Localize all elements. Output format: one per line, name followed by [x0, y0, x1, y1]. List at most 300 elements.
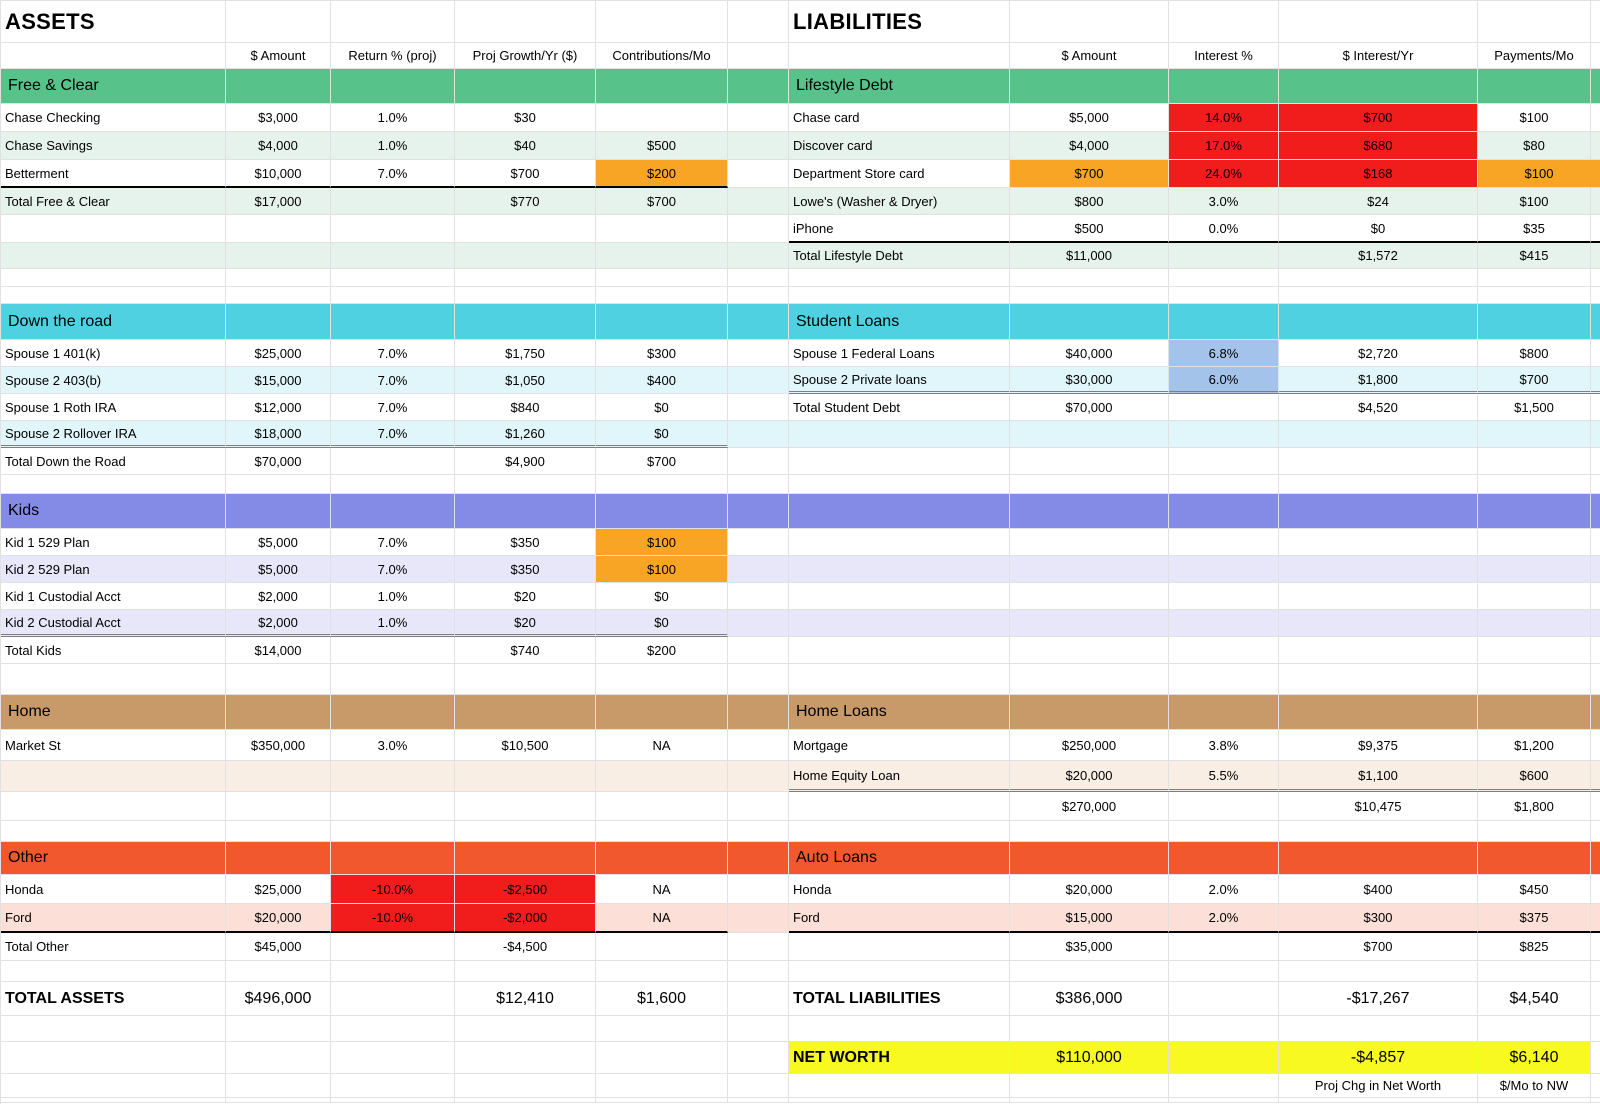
- total-assets-label[interactable]: TOTAL ASSETS: [1, 982, 226, 1016]
- cell-r11c3[interactable]: [331, 287, 455, 304]
- cell-r3c10[interactable]: [1279, 69, 1478, 104]
- cell-r26c2[interactable]: [226, 695, 331, 730]
- cell-800[interactable]: $800: [1478, 340, 1591, 367]
- cell-17-000[interactable]: $17,000: [226, 188, 331, 215]
- cell-r10c8[interactable]: [1010, 269, 1169, 287]
- cell-r19c8[interactable]: [1010, 494, 1169, 529]
- cell-r40c6[interactable]: [728, 1098, 789, 1103]
- total-auto-loans-amount[interactable]: $35,000: [1010, 933, 1169, 961]
- cell-10-475[interactable]: $10,475: [1279, 792, 1478, 821]
- cell-r3c2[interactable]: [226, 69, 331, 104]
- cell-r28c6[interactable]: [728, 761, 789, 792]
- cell-r9c3[interactable]: [331, 243, 455, 269]
- cell-r20c12[interactable]: [1591, 529, 1600, 556]
- cell-r37c5[interactable]: [596, 1016, 728, 1042]
- cell-20[interactable]: $20: [455, 610, 596, 637]
- proj-chg-in-net-worth-label[interactable]: Proj Chg in Net Worth: [1279, 1074, 1478, 1098]
- col-header-return-pct[interactable]: Return % (proj): [331, 43, 455, 69]
- cell-r39c7[interactable]: [789, 1074, 1010, 1098]
- cell-r40c1[interactable]: [1, 1098, 226, 1103]
- cell-r30c5[interactable]: [596, 821, 728, 842]
- cell-r12c12[interactable]: [1591, 304, 1600, 340]
- cell-r22c10[interactable]: [1279, 583, 1478, 610]
- cell-10-000[interactable]: $10,000: [226, 160, 331, 188]
- cell-r4c5[interactable]: [596, 104, 728, 132]
- cell-r20c7[interactable]: [789, 529, 1010, 556]
- cell-0[interactable]: $0: [596, 421, 728, 448]
- cell-ford[interactable]: Ford: [1, 904, 226, 933]
- total-lifestyle-debt[interactable]: Total Lifestyle Debt: [789, 243, 1010, 269]
- cell-r19c7[interactable]: [789, 494, 1010, 529]
- cell-700[interactable]: $700: [1478, 367, 1591, 394]
- cell-r16c9[interactable]: [1169, 421, 1279, 448]
- cell-r1c9[interactable]: [1169, 1, 1279, 43]
- cell-r31c3[interactable]: [331, 842, 455, 875]
- cell-r22c9[interactable]: [1169, 583, 1279, 610]
- cell-1-0[interactable]: 1.0%: [331, 610, 455, 637]
- cell-35[interactable]: $35: [1478, 215, 1591, 243]
- cell-r38c2[interactable]: [226, 1042, 331, 1074]
- cell-r3c12[interactable]: [1591, 69, 1600, 104]
- cell-r39c3[interactable]: [331, 1074, 455, 1098]
- section-lifestyle-debt[interactable]: Lifestyle Debt: [789, 69, 1010, 104]
- cell-r22c11[interactable]: [1478, 583, 1591, 610]
- cell-r18c1[interactable]: [1, 475, 226, 494]
- cell-iphone[interactable]: iPhone: [789, 215, 1010, 243]
- section-auto-loans[interactable]: Auto Loans: [789, 842, 1010, 875]
- cell-20-000[interactable]: $20,000: [1010, 875, 1169, 904]
- col-header-payments[interactable]: Payments/Mo: [1478, 43, 1591, 69]
- cell-r11c10[interactable]: [1279, 287, 1478, 304]
- cell-2-0[interactable]: 2.0%: [1169, 904, 1279, 933]
- cell-r1c2[interactable]: [226, 1, 331, 43]
- cell-r1c8[interactable]: [1010, 1, 1169, 43]
- cell-r23c6[interactable]: [728, 610, 789, 637]
- cell-80[interactable]: $80: [1478, 132, 1591, 160]
- cell-r18c8[interactable]: [1010, 475, 1169, 494]
- cell-r11c1[interactable]: [1, 287, 226, 304]
- cell-700[interactable]: $700: [1279, 104, 1478, 132]
- cell-350[interactable]: $350: [455, 529, 596, 556]
- total-liabilities-label[interactable]: TOTAL LIABILITIES: [789, 982, 1010, 1016]
- cell-700[interactable]: $700: [596, 448, 728, 475]
- cell-7-0[interactable]: 7.0%: [331, 340, 455, 367]
- cell-4-000[interactable]: $4,000: [226, 132, 331, 160]
- cell-r24c11[interactable]: [1478, 637, 1591, 664]
- net-worth-mo-to-nw[interactable]: $6,140: [1478, 1042, 1591, 1074]
- cell-r17c9[interactable]: [1169, 448, 1279, 475]
- cell-r35c12[interactable]: [1591, 961, 1600, 982]
- cell-375[interactable]: $375: [1478, 904, 1591, 933]
- cell-2-720[interactable]: $2,720: [1279, 340, 1478, 367]
- cell-r17c6[interactable]: [728, 448, 789, 475]
- cell-r34c7[interactable]: [789, 933, 1010, 961]
- cell-3-0[interactable]: 3.0%: [331, 730, 455, 761]
- cell-5-5[interactable]: 5.5%: [1169, 761, 1279, 792]
- cell-r30c11[interactable]: [1478, 821, 1591, 842]
- cell-r25c6[interactable]: [728, 664, 789, 695]
- total-kids[interactable]: Total Kids: [1, 637, 226, 664]
- cell-r30c10[interactable]: [1279, 821, 1478, 842]
- cell-r18c3[interactable]: [331, 475, 455, 494]
- cell-r12c5[interactable]: [596, 304, 728, 340]
- cell-1-260[interactable]: $1,260: [455, 421, 596, 448]
- cell-spouse-1-roth-ira[interactable]: Spouse 1 Roth IRA: [1, 394, 226, 421]
- cell-r20c6[interactable]: [728, 529, 789, 556]
- cell-r34c9[interactable]: [1169, 933, 1279, 961]
- cell-r31c10[interactable]: [1279, 842, 1478, 875]
- cell-r18c4[interactable]: [455, 475, 596, 494]
- cell-r1c11[interactable]: [1478, 1, 1591, 43]
- cell-kid-2-529-plan[interactable]: Kid 2 529 Plan: [1, 556, 226, 583]
- cell-r8c4[interactable]: [455, 215, 596, 243]
- cell-r2c1[interactable]: [1, 43, 226, 69]
- cell-r11c7[interactable]: [789, 287, 1010, 304]
- cell-r21c10[interactable]: [1279, 556, 1478, 583]
- cell-r37c2[interactable]: [226, 1016, 331, 1042]
- cell-r12c6[interactable]: [728, 304, 789, 340]
- cell-r40c3[interactable]: [331, 1098, 455, 1103]
- cell-11-000[interactable]: $11,000: [1010, 243, 1169, 269]
- cell-4-000[interactable]: $4,000: [1010, 132, 1169, 160]
- cell-1-0[interactable]: 1.0%: [331, 583, 455, 610]
- cell-5-000[interactable]: $5,000: [226, 556, 331, 583]
- cell-r38c12[interactable]: [1591, 1042, 1600, 1074]
- cell-r30c1[interactable]: [1, 821, 226, 842]
- cell-r11c8[interactable]: [1010, 287, 1169, 304]
- total-student-debt[interactable]: Total Student Debt: [789, 394, 1010, 421]
- cell-r11c9[interactable]: [1169, 287, 1279, 304]
- cell-r4c6[interactable]: [728, 104, 789, 132]
- cell-r24c8[interactable]: [1010, 637, 1169, 664]
- cell-r12c3[interactable]: [331, 304, 455, 340]
- cell-1-050[interactable]: $1,050: [455, 367, 596, 394]
- cell-r25c3[interactable]: [331, 664, 455, 695]
- cell-415[interactable]: $415: [1478, 243, 1591, 269]
- cell-r28c3[interactable]: [331, 761, 455, 792]
- cell-r21c7[interactable]: [789, 556, 1010, 583]
- cell-lowe-s-washer-dryer[interactable]: Lowe's (Washer & Dryer): [789, 188, 1010, 215]
- cell-r24c3[interactable]: [331, 637, 455, 664]
- cell-30-000[interactable]: $30,000: [1010, 367, 1169, 394]
- cell-r34c3[interactable]: [331, 933, 455, 961]
- cell-r24c9[interactable]: [1169, 637, 1279, 664]
- cell-r26c10[interactable]: [1279, 695, 1478, 730]
- cell-spouse-2-rollover-ira[interactable]: Spouse 2 Rollover IRA: [1, 421, 226, 448]
- cell-r36c9[interactable]: [1169, 982, 1279, 1016]
- cell-r35c10[interactable]: [1279, 961, 1478, 982]
- cell-r37c12[interactable]: [1591, 1016, 1600, 1042]
- cell-5-000[interactable]: $5,000: [1010, 104, 1169, 132]
- cell-r11c4[interactable]: [455, 287, 596, 304]
- cell-market-st[interactable]: Market St: [1, 730, 226, 761]
- cell-r29c9[interactable]: [1169, 792, 1279, 821]
- cell-r10c1[interactable]: [1, 269, 226, 287]
- cell-r18c6[interactable]: [728, 475, 789, 494]
- cell-r18c12[interactable]: [1591, 475, 1600, 494]
- cell-chase-card[interactable]: Chase card: [789, 104, 1010, 132]
- cell-700[interactable]: $700: [455, 160, 596, 188]
- cell-r10c7[interactable]: [789, 269, 1010, 287]
- cell-1-200[interactable]: $1,200: [1478, 730, 1591, 761]
- cell-spouse-1-401-k[interactable]: Spouse 1 401(k): [1, 340, 226, 367]
- cell-r18c5[interactable]: [596, 475, 728, 494]
- net-worth-proj-chg[interactable]: -$4,857: [1279, 1042, 1478, 1074]
- cell-r40c2[interactable]: [226, 1098, 331, 1103]
- cell-2-000[interactable]: $2,000: [226, 610, 331, 637]
- cell-r39c9[interactable]: [1169, 1074, 1279, 1098]
- cell-7-0[interactable]: 7.0%: [331, 160, 455, 188]
- col-header-amount[interactable]: $ Amount: [226, 43, 331, 69]
- cell-70-000[interactable]: $70,000: [226, 448, 331, 475]
- cell-ford[interactable]: Ford: [789, 904, 1010, 933]
- total-liabilities-payments[interactable]: $4,540: [1478, 982, 1591, 1016]
- cell-r18c2[interactable]: [226, 475, 331, 494]
- net-worth-amount[interactable]: $110,000: [1010, 1042, 1169, 1074]
- cell-0[interactable]: $0: [596, 394, 728, 421]
- cell-r23c10[interactable]: [1279, 610, 1478, 637]
- cell-r19c10[interactable]: [1279, 494, 1478, 529]
- cell-r2c6[interactable]: [728, 43, 789, 69]
- cell-r28c5[interactable]: [596, 761, 728, 792]
- cell-r12c8[interactable]: [1010, 304, 1169, 340]
- cell-r7c3[interactable]: [331, 188, 455, 215]
- cell-7-0[interactable]: 7.0%: [331, 421, 455, 448]
- cell-r17c11[interactable]: [1478, 448, 1591, 475]
- cell-r10c4[interactable]: [455, 269, 596, 287]
- total-home-loans-amount[interactable]: $270,000: [1010, 792, 1169, 821]
- cell-1-0[interactable]: 1.0%: [331, 104, 455, 132]
- cell-r9c2[interactable]: [226, 243, 331, 269]
- cell-r1c3[interactable]: [331, 1, 455, 43]
- cell-100[interactable]: $100: [1478, 188, 1591, 215]
- cell-r35c2[interactable]: [226, 961, 331, 982]
- cell-r31c5[interactable]: [596, 842, 728, 875]
- cell-r11c12[interactable]: [1591, 287, 1600, 304]
- cell-r30c3[interactable]: [331, 821, 455, 842]
- cell-r38c1[interactable]: [1, 1042, 226, 1074]
- cell-100[interactable]: $100: [596, 556, 728, 583]
- cell-0[interactable]: $0: [1279, 215, 1478, 243]
- cell-4-900[interactable]: $4,900: [455, 448, 596, 475]
- cell-25-000[interactable]: $25,000: [226, 875, 331, 904]
- cell-30[interactable]: $30: [455, 104, 596, 132]
- cell-r10c11[interactable]: [1478, 269, 1591, 287]
- cell-4-500[interactable]: -$4,500: [455, 933, 596, 961]
- cell-r15c9[interactable]: [1169, 394, 1279, 421]
- cell-r40c9[interactable]: [1169, 1098, 1279, 1103]
- cell-r9c9[interactable]: [1169, 243, 1279, 269]
- cell-r12c2[interactable]: [226, 304, 331, 340]
- cell-r28c1[interactable]: [1, 761, 226, 792]
- cell-spouse-2-403-b[interactable]: Spouse 2 403(b): [1, 367, 226, 394]
- cell-chase-savings[interactable]: Chase Savings: [1, 132, 226, 160]
- cell-10-500[interactable]: $10,500: [455, 730, 596, 761]
- col-header-liab-amount[interactable]: $ Amount: [1010, 43, 1169, 69]
- cell-r31c6[interactable]: [728, 842, 789, 875]
- cell-r8c3[interactable]: [331, 215, 455, 243]
- cell-4-520[interactable]: $4,520: [1279, 394, 1478, 421]
- cell-r20c11[interactable]: [1478, 529, 1591, 556]
- cell-r1c6[interactable]: [728, 1, 789, 43]
- cell-r40c11[interactable]: [1478, 1098, 1591, 1103]
- cell-r21c12[interactable]: [1591, 556, 1600, 583]
- cell-800[interactable]: $800: [1010, 188, 1169, 215]
- cell-770[interactable]: $770: [455, 188, 596, 215]
- cell-r17c10[interactable]: [1279, 448, 1478, 475]
- cell-r29c4[interactable]: [455, 792, 596, 821]
- cell-home-equity-loan[interactable]: Home Equity Loan: [789, 761, 1010, 792]
- cell-r40c10[interactable]: [1279, 1098, 1478, 1103]
- cell-r8c12[interactable]: [1591, 215, 1600, 243]
- cell-r11c5[interactable]: [596, 287, 728, 304]
- cell-spouse-2-private-loans[interactable]: Spouse 2 Private loans: [789, 367, 1010, 394]
- cell-r27c12[interactable]: [1591, 730, 1600, 761]
- cell-r27c6[interactable]: [728, 730, 789, 761]
- cell-6-8[interactable]: 6.8%: [1169, 340, 1279, 367]
- cell-r25c11[interactable]: [1478, 664, 1591, 695]
- cell-r28c4[interactable]: [455, 761, 596, 792]
- cell-r17c8[interactable]: [1010, 448, 1169, 475]
- cell-r39c6[interactable]: [728, 1074, 789, 1098]
- cell-kid-1-529-plan[interactable]: Kid 1 529 Plan: [1, 529, 226, 556]
- cell-500[interactable]: $500: [1010, 215, 1169, 243]
- cell-r23c9[interactable]: [1169, 610, 1279, 637]
- cell-6-0[interactable]: 6.0%: [1169, 367, 1279, 394]
- cell-r7c12[interactable]: [1591, 188, 1600, 215]
- cell-r37c9[interactable]: [1169, 1016, 1279, 1042]
- cell-r30c2[interactable]: [226, 821, 331, 842]
- cell-r32c6[interactable]: [728, 875, 789, 904]
- cell-r8c2[interactable]: [226, 215, 331, 243]
- cell-r35c9[interactable]: [1169, 961, 1279, 982]
- cell-r35c5[interactable]: [596, 961, 728, 982]
- cell-70-000[interactable]: $70,000: [1010, 394, 1169, 421]
- cell-r37c11[interactable]: [1478, 1016, 1591, 1042]
- cell-350[interactable]: $350: [455, 556, 596, 583]
- cell-2-000[interactable]: -$2,000: [455, 904, 596, 933]
- cell-na[interactable]: NA: [596, 875, 728, 904]
- cell-20[interactable]: $20: [455, 583, 596, 610]
- cell-r25c4[interactable]: [455, 664, 596, 695]
- cell-r29c5[interactable]: [596, 792, 728, 821]
- cell-r9c1[interactable]: [1, 243, 226, 269]
- cell-kid-1-custodial-acct[interactable]: Kid 1 Custodial Acct: [1, 583, 226, 610]
- cell-r37c1[interactable]: [1, 1016, 226, 1042]
- cell-r37c4[interactable]: [455, 1016, 596, 1042]
- cell-r13c6[interactable]: [728, 340, 789, 367]
- cell-r30c7[interactable]: [789, 821, 1010, 842]
- cell-na[interactable]: NA: [596, 904, 728, 933]
- cell-r20c10[interactable]: [1279, 529, 1478, 556]
- cell-r1c4[interactable]: [455, 1, 596, 43]
- cell-r37c7[interactable]: [789, 1016, 1010, 1042]
- cell-r3c5[interactable]: [596, 69, 728, 104]
- cell-r11c2[interactable]: [226, 287, 331, 304]
- cell-r16c12[interactable]: [1591, 421, 1600, 448]
- cell-r13c12[interactable]: [1591, 340, 1600, 367]
- cell-r35c3[interactable]: [331, 961, 455, 982]
- cell-r21c6[interactable]: [728, 556, 789, 583]
- cell-7-0[interactable]: 7.0%: [331, 394, 455, 421]
- cell-1-800[interactable]: $1,800: [1279, 367, 1478, 394]
- cell-9-375[interactable]: $9,375: [1279, 730, 1478, 761]
- cell-r26c12[interactable]: [1591, 695, 1600, 730]
- cell-r2c7[interactable]: [789, 43, 1010, 69]
- cell-r12c11[interactable]: [1478, 304, 1591, 340]
- cell-r10c10[interactable]: [1279, 269, 1478, 287]
- cell-12-000[interactable]: $12,000: [226, 394, 331, 421]
- cell-r21c8[interactable]: [1010, 556, 1169, 583]
- section-kids[interactable]: Kids: [1, 494, 226, 529]
- cell-r24c7[interactable]: [789, 637, 1010, 664]
- cell-r35c11[interactable]: [1478, 961, 1591, 982]
- cell-r30c9[interactable]: [1169, 821, 1279, 842]
- cell-15-000[interactable]: $15,000: [226, 367, 331, 394]
- cell-1-750[interactable]: $1,750: [455, 340, 596, 367]
- cell-24[interactable]: $24: [1279, 188, 1478, 215]
- cell-r40c4[interactable]: [455, 1098, 596, 1103]
- mo-to-nw-label[interactable]: $/Mo to NW: [1478, 1074, 1591, 1098]
- cell-r33c6[interactable]: [728, 904, 789, 933]
- cell-600[interactable]: $600: [1478, 761, 1591, 792]
- cell-r9c6[interactable]: [728, 243, 789, 269]
- cell-honda[interactable]: Honda: [1, 875, 226, 904]
- cell-r3c3[interactable]: [331, 69, 455, 104]
- cell-r38c6[interactable]: [728, 1042, 789, 1074]
- cell-r39c12[interactable]: [1591, 1074, 1600, 1098]
- liabilities-title[interactable]: LIABILITIES: [789, 1, 1010, 43]
- cell-r1c5[interactable]: [596, 1, 728, 43]
- cell-840[interactable]: $840: [455, 394, 596, 421]
- cell-r5c12[interactable]: [1591, 132, 1600, 160]
- col-header-contributions[interactable]: Contributions/Mo: [596, 43, 728, 69]
- cell-r22c8[interactable]: [1010, 583, 1169, 610]
- cell-r22c7[interactable]: [789, 583, 1010, 610]
- cell-r26c3[interactable]: [331, 695, 455, 730]
- cell-r25c1[interactable]: [1, 664, 226, 695]
- cell-168[interactable]: $168: [1279, 160, 1478, 188]
- cell-r2c12[interactable]: [1591, 43, 1600, 69]
- cell-r26c6[interactable]: [728, 695, 789, 730]
- cell-3-000[interactable]: $3,000: [226, 104, 331, 132]
- section-down-the-road[interactable]: Down the road: [1, 304, 226, 340]
- cell-5-000[interactable]: $5,000: [226, 529, 331, 556]
- cell-r30c12[interactable]: [1591, 821, 1600, 842]
- cell-24-0[interactable]: 24.0%: [1169, 160, 1279, 188]
- cell-r36c3[interactable]: [331, 982, 455, 1016]
- cell-r24c12[interactable]: [1591, 637, 1600, 664]
- cell-r40c8[interactable]: [1010, 1098, 1169, 1103]
- cell-r8c6[interactable]: [728, 215, 789, 243]
- cell-r35c6[interactable]: [728, 961, 789, 982]
- cell-700[interactable]: $700: [596, 188, 728, 215]
- cell-14-0[interactable]: 14.0%: [1169, 104, 1279, 132]
- cell-r9c4[interactable]: [455, 243, 596, 269]
- cell-450[interactable]: $450: [1478, 875, 1591, 904]
- cell-r20c8[interactable]: [1010, 529, 1169, 556]
- total-assets-amount[interactable]: $496,000: [226, 982, 331, 1016]
- cell-r38c3[interactable]: [331, 1042, 455, 1074]
- cell-r28c12[interactable]: [1591, 761, 1600, 792]
- cell-r21c11[interactable]: [1478, 556, 1591, 583]
- cell-r17c12[interactable]: [1591, 448, 1600, 475]
- section-student-loans[interactable]: Student Loans: [789, 304, 1010, 340]
- cell-r25c7[interactable]: [789, 664, 1010, 695]
- col-header-interest-pct[interactable]: Interest %: [1169, 43, 1279, 69]
- section-home-loans[interactable]: Home Loans: [789, 695, 1010, 730]
- cell-r31c11[interactable]: [1478, 842, 1591, 875]
